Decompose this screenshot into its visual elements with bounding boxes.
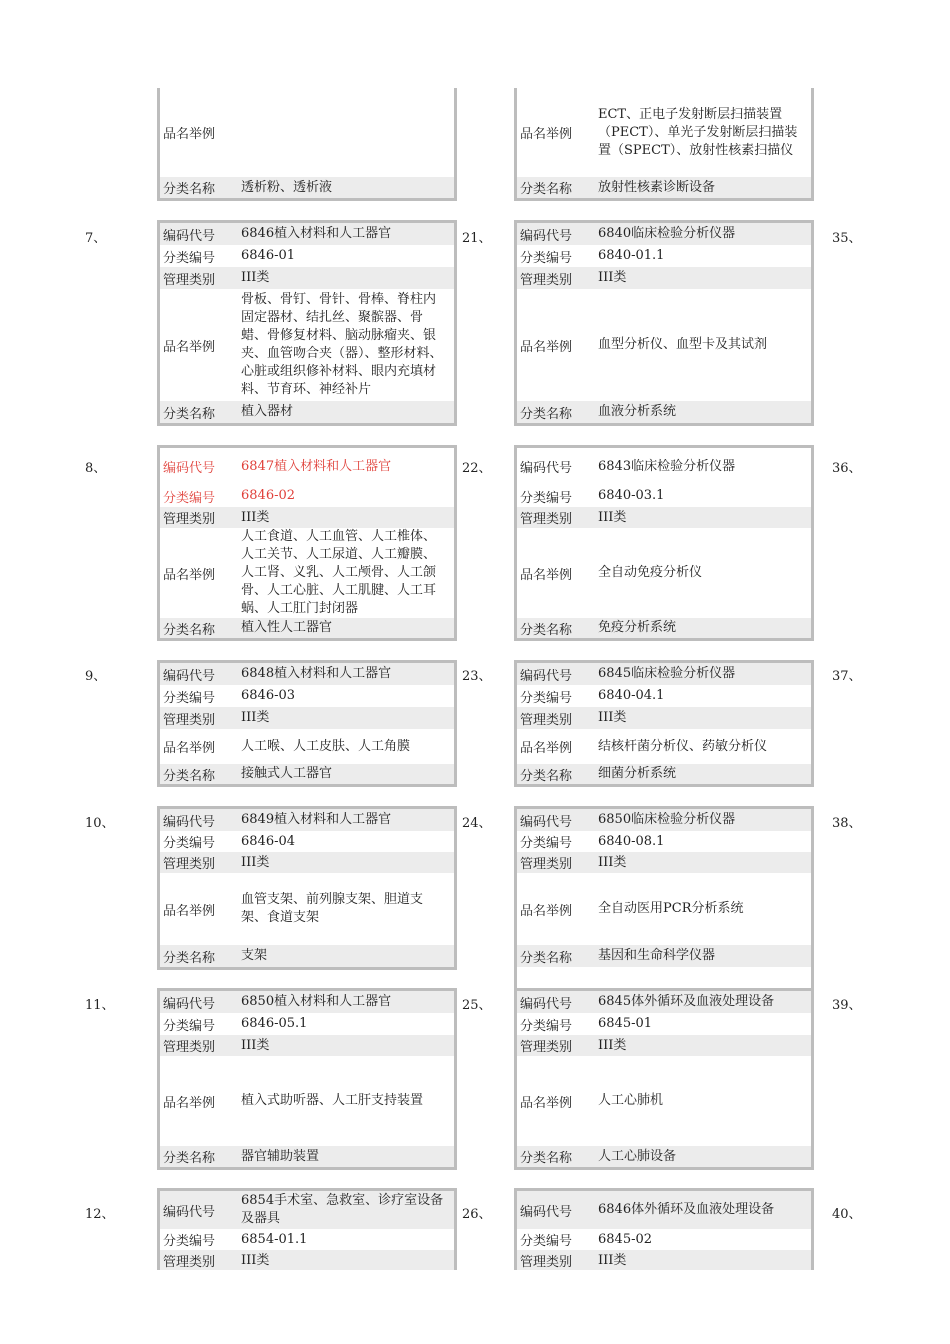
- record-card: [514, 445, 814, 641]
- category-name-row: [517, 618, 811, 638]
- management-class-value: III类: [241, 1252, 270, 1268]
- examples-label: 品名举例: [520, 339, 573, 355]
- category-name-label: 分类名称: [163, 1151, 216, 1166]
- code-label: 编码代号: [520, 1204, 573, 1220]
- management-class-value: III类: [241, 1037, 270, 1053]
- category-number-label: 分类编号: [520, 836, 573, 851]
- category-name-row: [517, 945, 811, 967]
- code-value: 6849植入材料和人工器官: [241, 812, 392, 827]
- category-number-row: [160, 485, 454, 507]
- code-row: [517, 448, 811, 485]
- item-number: 22、: [462, 461, 492, 476]
- management-class-label: 管理类别: [520, 272, 573, 288]
- category-name-label: 分类名称: [163, 950, 216, 966]
- management-class-label: 管理类别: [520, 1040, 573, 1055]
- record-card: [514, 1188, 814, 1270]
- category-name-row: [517, 177, 811, 198]
- category-number-row: [160, 1013, 454, 1035]
- category-number-value: 6845-01: [598, 1016, 653, 1031]
- examples-label: 品名举例: [163, 127, 216, 142]
- examples-label: 品名举例: [163, 1095, 216, 1111]
- examples-row: [517, 873, 811, 945]
- code-value: 6850植入材料和人工器官: [241, 994, 392, 1009]
- code-value: 6847植入材料和人工器官: [241, 458, 392, 474]
- code-label: 编码代号: [163, 814, 216, 830]
- management-class-row: [160, 267, 454, 289]
- examples-label: 品名举例: [163, 339, 216, 355]
- category-name-row: [160, 945, 454, 967]
- category-name-row: [517, 1146, 811, 1167]
- category-number-row: [517, 245, 811, 267]
- management-class-label: 管理类别: [520, 857, 573, 872]
- category-name-value: 基因和生命科学仪器: [598, 948, 716, 963]
- code-value: 6845体外循环及血液处理设备: [598, 994, 775, 1009]
- record-card: [157, 445, 457, 641]
- management-class-row: [160, 507, 454, 528]
- management-class-row: [517, 507, 811, 528]
- category-number-label: 分类编号: [520, 690, 573, 706]
- category-number-value: 6854-01.1: [241, 1231, 308, 1247]
- code-value: 6850临床检验分析仪器: [598, 812, 736, 827]
- examples-value: 全自动医用PCR分析系统: [598, 901, 744, 916]
- code-value: 6845临床检验分析仪器: [598, 666, 736, 681]
- category-number-row: [160, 245, 454, 267]
- management-class-row: [517, 1035, 811, 1056]
- category-number-label: 分类编号: [520, 250, 573, 266]
- record-card: [157, 806, 457, 970]
- category-number-label: 分类编号: [163, 250, 216, 266]
- category-number-label: 分类编号: [520, 1018, 573, 1034]
- category-number-row: [517, 1013, 811, 1035]
- examples-label: 品名举例: [520, 127, 573, 142]
- item-number: 26、: [462, 1207, 492, 1222]
- examples-label: 品名举例: [520, 567, 573, 583]
- category-number-row: [160, 685, 454, 707]
- examples-value: 血管支架、前列腺支架、胆道支架、食道支架: [241, 892, 424, 925]
- examples-text: 骨板、骨钉、骨针、骨棒、脊柱内固定器材、结扎丝、聚髌器、骨蜡、骨修复材料、脑动脉瘤夹、银夹、血管吻合夹（器）、整形材料、心脏或组织修补材料、眼内充填材料、节育环、神经补片: [241, 292, 443, 397]
- examples-row: [517, 729, 811, 764]
- category-name-value: 细菌分析系统: [598, 766, 677, 781]
- examples-row: [517, 289, 811, 401]
- management-class-row: [160, 707, 454, 729]
- category-name-row: [160, 764, 454, 784]
- category-name-label: 分类名称: [163, 622, 216, 638]
- category-number-label: 分类编号: [163, 1018, 216, 1034]
- category-number-row: [160, 831, 454, 852]
- item-number: 9、: [85, 669, 107, 684]
- category-name-label: 分类名称: [163, 768, 216, 784]
- code-label: 编码代号: [520, 668, 573, 684]
- category-number-row: [517, 831, 811, 852]
- category-number-value: 6846-02: [241, 488, 296, 503]
- management-class-label: 管理类别: [163, 272, 216, 288]
- management-class-label: 管理类别: [520, 712, 573, 728]
- code-label: 编码代号: [520, 814, 573, 830]
- category-name-value: 器官辅助装置: [241, 1148, 320, 1164]
- item-number: 8、: [85, 461, 107, 476]
- category-name-value: 植入性人工器官: [241, 620, 333, 635]
- item-number: 39、: [832, 998, 862, 1013]
- examples-value: 人工食道、人工血管、人工椎体、人工关节、人工尿道、人工瓣膜、人工肾、义乳、人工颅骨、人工颌骨、人工心脏、人工肌腱、人工耳蜗、人工肛门封闭器: [241, 529, 437, 616]
- management-class-value: III类: [241, 710, 270, 725]
- code-value: 6843临床检验分析仪器: [598, 458, 736, 474]
- code-row: [160, 809, 454, 831]
- item-number: 25、: [462, 998, 492, 1013]
- category-name-value: 放射性核素诊断设备: [598, 179, 716, 195]
- management-class-value: III类: [598, 270, 627, 285]
- code-row: [160, 448, 454, 485]
- item-number: 24、: [462, 816, 492, 831]
- category-number-label: 分类编号: [163, 690, 216, 706]
- category-number-row: [517, 1229, 811, 1250]
- management-class-value: III类: [598, 710, 627, 725]
- item-number: 12、: [85, 1207, 115, 1222]
- record-card: [514, 660, 814, 787]
- category-name-row: [160, 401, 454, 423]
- examples-label: 品名举例: [520, 1095, 573, 1111]
- category-name-label: 分类名称: [520, 622, 573, 638]
- examples-value: [241, 289, 454, 401]
- record-card: [157, 220, 457, 426]
- category-number-value: 6846-05.1: [241, 1016, 308, 1031]
- code-row: [160, 991, 454, 1013]
- category-number-value: 6840-03.1: [598, 488, 665, 503]
- code-value: 6840临床检验分析仪器: [598, 226, 736, 241]
- examples-row: [160, 1056, 454, 1146]
- examples-value: 人工喉、人工皮肤、人工角膜: [241, 738, 411, 754]
- item-number: 7、: [85, 231, 107, 246]
- code-row: [517, 223, 811, 245]
- category-name-value: 支架: [241, 948, 268, 963]
- code-label: 编码代号: [163, 996, 216, 1012]
- item-number: 36、: [832, 461, 862, 476]
- category-number-label: 分类编号: [520, 1234, 573, 1249]
- code-label: 编码代号: [520, 996, 573, 1012]
- record-card: [514, 220, 814, 426]
- management-class-value: III类: [598, 509, 627, 525]
- management-class-label: 管理类别: [520, 1255, 573, 1270]
- category-number-value: 6840-01.1: [598, 248, 665, 263]
- record-card-right-partial: [514, 88, 814, 201]
- category-name-row: [160, 618, 454, 638]
- category-number-row: [517, 685, 811, 707]
- category-name-label: 分类名称: [163, 406, 216, 422]
- code-label: 编码代号: [520, 461, 573, 476]
- category-name-value: 人工心肺设备: [598, 1148, 677, 1164]
- category-name-label: 分类名称: [520, 1151, 573, 1166]
- examples-value: 植入式助听器、人工肝支持装置: [241, 1093, 424, 1108]
- examples-row: [517, 88, 811, 177]
- management-class-row: [517, 852, 811, 873]
- item-number: 11、: [85, 998, 115, 1013]
- management-class-value: III类: [241, 270, 270, 285]
- code-row: [160, 1191, 454, 1229]
- code-value: 6854手术室、急救室、诊疗室设备及器具: [241, 1193, 444, 1226]
- item-number: 40、: [832, 1207, 862, 1222]
- category-name-label: 分类名称: [163, 182, 216, 197]
- examples-label: 品名举例: [520, 903, 573, 919]
- management-class-value: III类: [598, 854, 627, 870]
- category-name-row: [517, 401, 811, 423]
- category-name-value: 透析粉、透析液: [241, 179, 333, 195]
- code-label: 编码代号: [163, 461, 216, 476]
- management-class-row: [160, 1035, 454, 1056]
- category-number-value: 6845-02: [598, 1231, 653, 1247]
- category-name-label: 分类名称: [520, 406, 573, 422]
- record-card: [514, 806, 814, 988]
- category-name-label: 分类名称: [520, 182, 573, 197]
- category-number-label: 分类编号: [520, 490, 573, 506]
- category-name-value: 血液分析系统: [598, 404, 677, 419]
- code-label: 编码代号: [163, 668, 216, 684]
- record-card: [157, 1188, 457, 1270]
- category-number-label: 分类编号: [163, 490, 216, 506]
- code-label: 编码代号: [520, 228, 573, 244]
- management-class-value: III类: [598, 1252, 627, 1268]
- category-number-label: 分类编号: [163, 836, 216, 851]
- management-class-row: [517, 267, 811, 289]
- code-value: 6846体外循环及血液处理设备: [598, 1202, 775, 1217]
- management-class-label: 管理类别: [163, 712, 216, 728]
- code-row: [517, 991, 811, 1013]
- record-card-left-partial: [157, 88, 457, 201]
- record-card: [157, 660, 457, 787]
- code-value: 6846植入材料和人工器官: [241, 226, 392, 241]
- category-name-row: [160, 1146, 454, 1167]
- examples-value: 结核杆菌分析仪、药敏分析仪: [598, 738, 768, 754]
- examples-value: ECT、正电子发射断层扫描装置（PECT）、单光子发射断层扫描装置（SPECT）、放射性核素扫描仪: [598, 106, 798, 158]
- examples-row: [160, 88, 454, 177]
- code-row: [517, 663, 811, 685]
- category-number-row: [517, 485, 811, 507]
- category-number-value: 6840-04.1: [598, 688, 665, 703]
- code-row: [160, 663, 454, 685]
- item-number: 37、: [832, 669, 862, 684]
- code-value: 6848植入材料和人工器官: [241, 666, 392, 681]
- examples-row: [517, 1056, 811, 1146]
- examples-label: 品名举例: [520, 741, 573, 756]
- code-row: [160, 223, 454, 245]
- category-number-value: 6846-04: [241, 833, 296, 849]
- examples-value: 人工心肺机: [598, 1093, 664, 1108]
- management-class-row: [160, 852, 454, 873]
- code-row: [517, 1191, 811, 1229]
- item-number: 21、: [462, 231, 492, 246]
- management-class-value: III类: [598, 1037, 627, 1053]
- examples-row: [517, 528, 811, 618]
- management-class-row: [517, 1250, 811, 1270]
- management-class-label: 管理类别: [163, 1040, 216, 1055]
- category-number-row: [160, 1229, 454, 1250]
- item-number: 38、: [832, 816, 862, 831]
- category-name-row: [160, 177, 454, 198]
- management-class-row: [160, 1250, 454, 1270]
- item-number: 23、: [462, 669, 492, 684]
- category-name-row: [517, 764, 811, 784]
- management-class-label: 管理类别: [163, 1255, 216, 1270]
- category-number-value: 6846-03: [241, 688, 296, 703]
- examples-label: 品名举例: [163, 741, 216, 756]
- examples-row: [160, 873, 454, 945]
- code-label: 编码代号: [163, 1204, 216, 1220]
- category-name-value: 免疫分析系统: [598, 620, 677, 635]
- examples-label: 品名举例: [163, 567, 216, 583]
- management-class-row: [517, 707, 811, 729]
- management-class-label: 管理类别: [163, 857, 216, 872]
- examples-row: [160, 289, 454, 401]
- category-name-label: 分类名称: [520, 950, 573, 966]
- category-name-value: 植入器材: [241, 404, 294, 419]
- record-card: [514, 988, 814, 1170]
- category-name-label: 分类名称: [520, 768, 573, 784]
- item-number: 35、: [832, 231, 862, 246]
- examples-label: 品名举例: [163, 903, 216, 919]
- code-label: 编码代号: [163, 228, 216, 244]
- examples-row: [160, 729, 454, 764]
- item-number: 10、: [85, 816, 115, 831]
- category-name-value: 接触式人工器官: [241, 766, 333, 781]
- examples-row: [160, 528, 454, 618]
- code-row: [517, 809, 811, 831]
- category-number-label: 分类编号: [163, 1234, 216, 1249]
- category-number-value: 6846-01: [241, 248, 296, 263]
- management-class-value: III类: [241, 509, 270, 525]
- category-number-value: 6840-08.1: [598, 833, 665, 849]
- management-class-value: III类: [241, 854, 270, 870]
- management-class-label: 管理类别: [163, 512, 216, 527]
- examples-value: 血型分析仪、血型卡及其试剂: [598, 337, 768, 352]
- management-class-label: 管理类别: [520, 512, 573, 527]
- record-card: [157, 988, 457, 1170]
- examples-value: 全自动免疫分析仪: [598, 565, 703, 580]
